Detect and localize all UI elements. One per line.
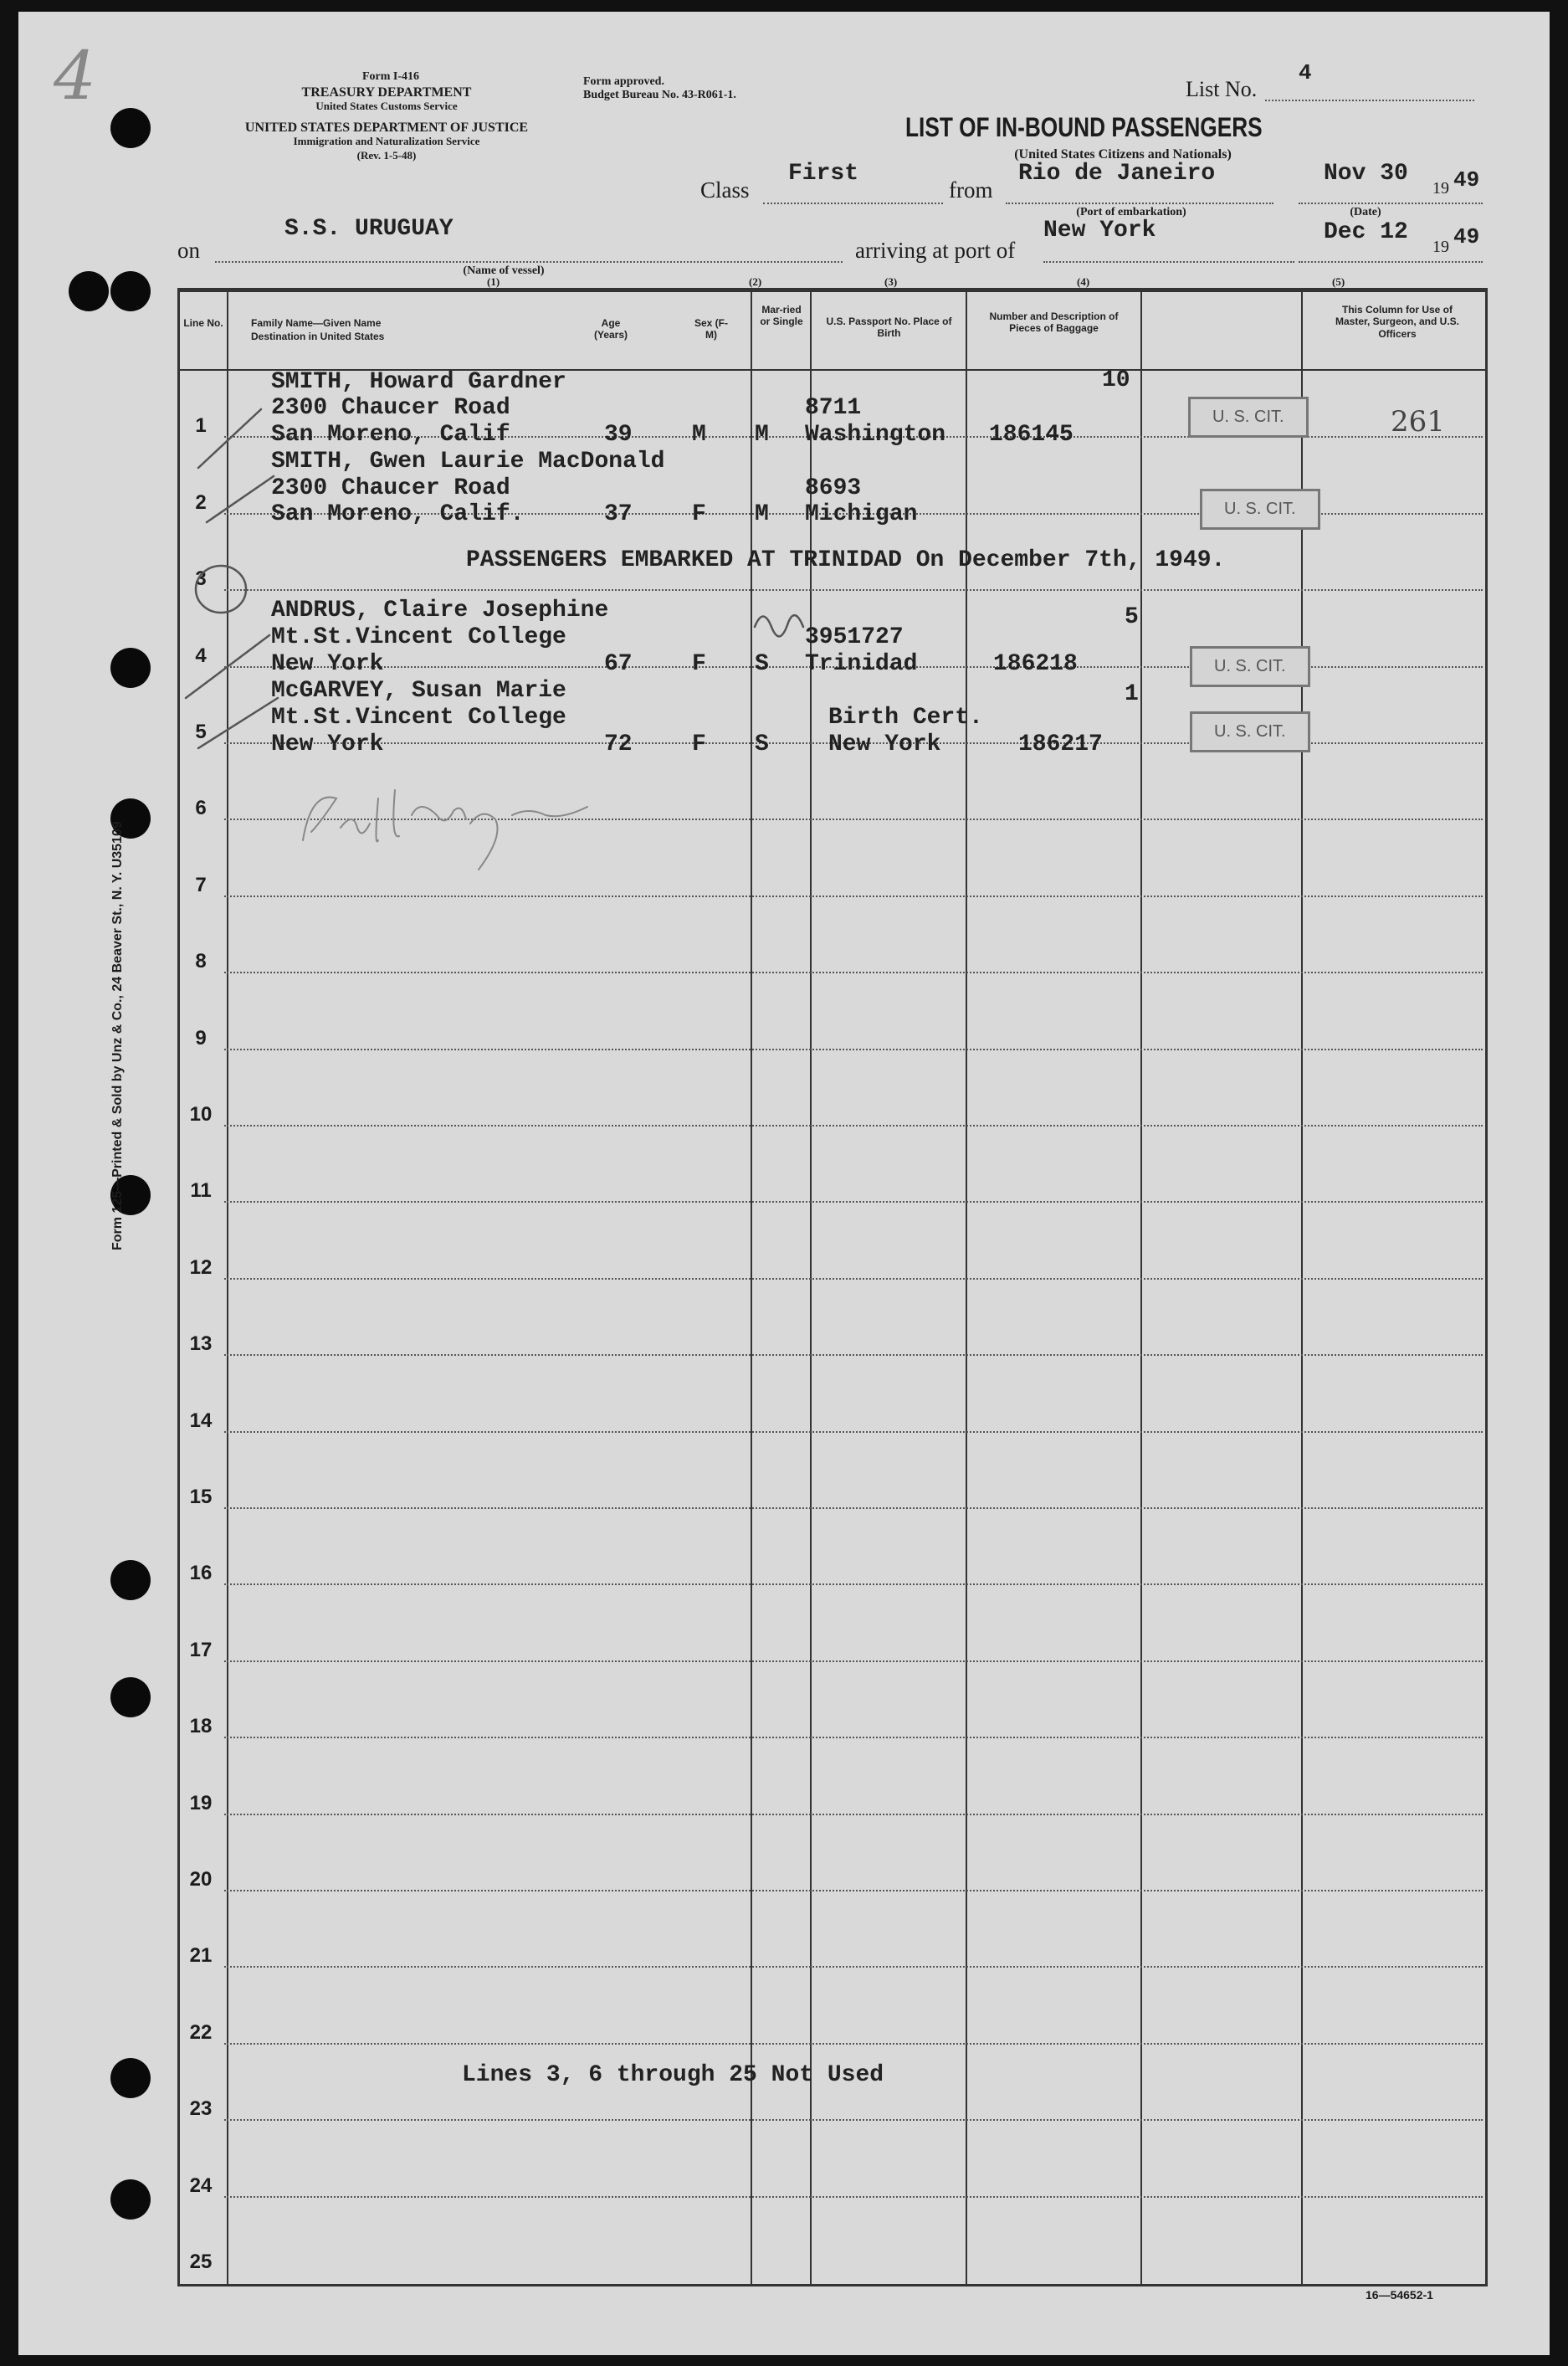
col-num-5: (5): [1332, 275, 1345, 288]
justice-dept: UNITED STATES DEPARTMENT OF JUSTICE: [244, 121, 529, 135]
line-number: 25: [189, 2251, 213, 2273]
line-number: 4: [195, 644, 207, 667]
circled-line-mark: [196, 566, 246, 613]
embark-year: 49: [1453, 167, 1480, 192]
date-caption: (Date): [1350, 206, 1381, 218]
baggage-count: 5: [1125, 604, 1139, 630]
printer-imprint: Form 125—Printed & Sold by Unz & Co., 24 Beaver St., N. Y. U35109: [110, 821, 125, 1250]
passenger-marital: S: [755, 731, 769, 757]
section-note: PASSENGERS EMBARKED AT TRINIDAD On December 7th, 1949.: [466, 547, 1226, 573]
passenger-age: 37: [604, 501, 633, 527]
officer-note: 261: [1391, 405, 1445, 439]
baggage-count: 10: [1102, 367, 1130, 393]
passenger-name: ANDRUS, Claire Josephine: [271, 598, 609, 624]
line-number: 18: [189, 1715, 213, 1738]
initials-mark: [755, 615, 803, 636]
line-number: 15: [189, 1486, 213, 1508]
hdr-line-no: Line No.: [183, 317, 223, 329]
passenger-sex: F: [692, 501, 706, 527]
passenger-address: 2300 Chaucer Road: [271, 395, 510, 421]
citizen-stamp: U. S. CIT.: [1188, 397, 1309, 438]
page-title: LIST OF IN-BOUND PASSENGERS: [905, 112, 1263, 142]
embarkation-port: Rio de Janeiro: [1018, 161, 1216, 187]
passenger-marital: M: [755, 501, 769, 527]
passenger-marital: M: [755, 422, 769, 448]
hdr-baggage: Number and Description of Pieces of Baggage: [989, 311, 1119, 335]
class-value: First: [788, 161, 859, 187]
customs-service: United States Customs Service: [315, 100, 458, 112]
line-number: 1: [195, 414, 207, 438]
line-number: 13: [189, 1332, 213, 1356]
line-number: 8: [195, 950, 207, 973]
hdr-destination: Destination in United States: [251, 331, 385, 342]
passport-number: 3951727: [805, 624, 904, 650]
line-number: 11: [190, 1179, 212, 1203]
line-number: 12: [189, 1255, 213, 1279]
line-number: 19: [189, 1791, 213, 1814]
arrival-port: New York: [1043, 218, 1156, 244]
passenger-age: 72: [604, 731, 633, 757]
col-num-2: (2): [749, 275, 762, 288]
embarkation-caption: (Port of embarkation): [1076, 206, 1186, 218]
birthplace: Michigan: [805, 501, 918, 527]
passenger-city: New York: [271, 731, 384, 757]
passenger-name: McGARVEY, Susan Marie: [271, 678, 566, 704]
birthplace: New York: [828, 731, 941, 757]
treasury-dept: TREASURY DEPARTMENT: [301, 85, 472, 100]
passenger-city: San Moreno, Calif.: [271, 501, 525, 527]
from-label: from: [949, 177, 993, 203]
passenger-sex: F: [692, 731, 706, 757]
passenger-name: SMITH, Gwen Laurie MacDonald: [271, 449, 665, 475]
line-number: 22: [189, 2020, 213, 2044]
class-label: Class: [700, 177, 750, 203]
passenger-name: SMITH, Howard Gardner: [271, 369, 566, 395]
line-number: 5: [195, 721, 207, 743]
immigration-service: Immigration and Naturalization Service: [293, 135, 480, 147]
baggage-number: 186145: [989, 422, 1074, 448]
citizen-stamp: U. S. CIT.: [1190, 646, 1310, 687]
vessel-caption: (Name of vessel): [463, 264, 545, 277]
list-no-value: 4: [1299, 60, 1312, 85]
hdr-name: Family Name—Given Name: [251, 317, 382, 329]
line-number: 14: [189, 1409, 213, 1432]
passenger-city: New York: [271, 651, 384, 677]
baggage-number: 186218: [993, 651, 1078, 677]
vessel-name: S.S. URUGUAY: [284, 216, 453, 242]
line-number: 2: [195, 490, 207, 514]
col-num-3: (3): [884, 275, 898, 288]
hdr-passport: U.S. Passport No. Place of Birth: [826, 316, 952, 340]
arriving-label: arriving at port of: [855, 238, 1016, 263]
line-number: 23: [189, 2097, 213, 2121]
footer-note: Lines 3, 6 through 25 Not Used: [462, 2062, 884, 2088]
col-num-4: (4): [1077, 275, 1090, 288]
baggage-number: 186217: [1018, 731, 1103, 757]
line-number: 10: [189, 1103, 213, 1126]
list-no-label: List No.: [1186, 77, 1258, 101]
passenger-city: San Moreno, Calif: [271, 422, 510, 448]
citizen-stamp: U. S. CIT.: [1200, 489, 1320, 530]
arrival-year-prefix: 19: [1432, 238, 1449, 256]
document-page: [18, 12, 1550, 2355]
citizen-stamp: U. S. CIT.: [1190, 711, 1310, 752]
passport-number: 8711: [805, 395, 862, 421]
check-mark: [207, 476, 274, 522]
birthplace: Trinidad: [805, 651, 918, 677]
line-number: 16: [189, 1562, 213, 1585]
passenger-address: 2300 Chaucer Road: [271, 475, 510, 501]
embark-date: Nov 30: [1324, 161, 1408, 187]
passport-number: Birth Cert.: [828, 705, 983, 731]
revision: (Rev. 1-5-48): [356, 149, 417, 162]
page-subtitle: (United States Citizens and Nationals): [1014, 147, 1232, 162]
baggage-count: 1: [1125, 681, 1139, 707]
corner-mark: 4: [54, 37, 96, 115]
line-number: 21: [189, 1944, 213, 1968]
passenger-sex: M: [692, 422, 706, 448]
passport-number: 8693: [805, 475, 862, 501]
passenger-address: Mt.St.Vincent College: [271, 624, 566, 650]
passenger-sex: F: [692, 651, 706, 677]
passenger-age: 39: [604, 422, 633, 448]
passenger-address: Mt.St.Vincent College: [271, 705, 566, 731]
line-number: 6: [195, 797, 207, 820]
hdr-sex: Sex (F-M): [694, 317, 728, 341]
hdr-officers: This Column for Use of Master, Surgeon, and U.S. Officers: [1335, 304, 1460, 340]
form-code: 16—54652-1: [1366, 2288, 1433, 2302]
check-mark: [186, 635, 269, 698]
on-label: on: [177, 238, 200, 263]
budget-bureau: Budget Bureau No. 43-R061-1.: [583, 89, 736, 101]
passenger-age: 67: [604, 651, 633, 677]
form-approved: Form approved.: [583, 75, 664, 88]
date-year-prefix: 19: [1432, 179, 1449, 198]
hdr-married: Mar-ried or Single: [760, 304, 803, 328]
line-number: 24: [189, 2174, 213, 2197]
line-number: 9: [195, 1026, 207, 1050]
line-number: 17: [189, 1638, 213, 1661]
passenger-marital: S: [755, 651, 769, 677]
signature: [303, 790, 587, 870]
col-num-1: (1): [487, 275, 500, 288]
arrival-year: 49: [1453, 224, 1480, 249]
hdr-age: Age (Years): [593, 317, 628, 341]
check-mark: [198, 409, 261, 468]
arrival-date: Dec 12: [1324, 219, 1408, 245]
birthplace: Washington: [805, 422, 946, 448]
line-number: 20: [189, 1868, 213, 1891]
line-number: 3: [195, 567, 207, 591]
check-mark: [198, 698, 278, 748]
handwritten-marks: [18, 12, 1550, 2355]
line-number: 7: [195, 873, 207, 896]
form-number: Form I-416: [361, 70, 420, 83]
